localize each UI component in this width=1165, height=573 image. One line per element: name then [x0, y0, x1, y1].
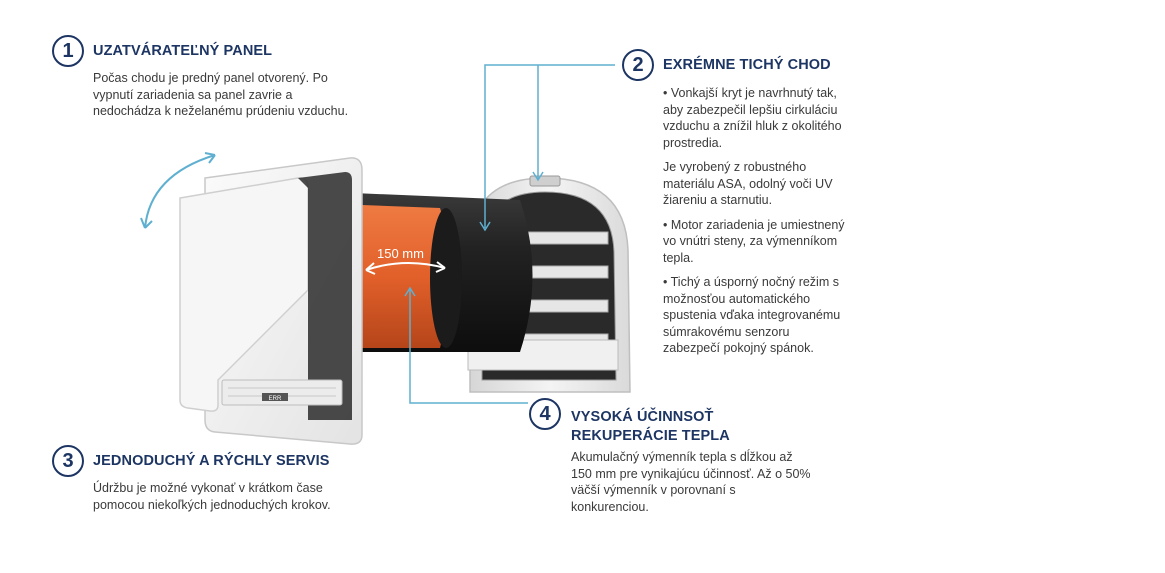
feature-text-4 — [571, 449, 811, 515]
feature-paragraph: • Motor zariadenia je umiestnený vo vnútri steny, za výmenníkom tepla. — [663, 217, 845, 265]
dimension-label: 150 mm — [377, 246, 424, 261]
feature-paragraph: • Vonkajší kryt je navrhnutý tak, aby zabezpečil lepšiu cirkuláciu vzduchu a znížil hluk z okolitého prostredia. — [663, 86, 842, 150]
svg-text:ERR: ERR — [268, 396, 282, 402]
feature-title-3: JEDNODUCHÝ A RÝCHLY SERVIS — [93, 453, 330, 469]
feature-title-2: EXRÉMNE TICHÝ CHOD — [663, 57, 831, 73]
feature-text-3 — [93, 480, 368, 513]
feature-number-2: 2 — [622, 49, 654, 81]
heat-exchanger — [362, 205, 462, 348]
front-panel — [180, 158, 362, 444]
feature-number-4: 4 — [529, 398, 561, 430]
feature-text-2 — [663, 85, 848, 357]
feature-paragraph: • Tichý a úsporný nočný režim s možnosťou automatického spustenia vďaka integrovanému súmrakovému senzoru zabezpečí pokojný spánok. — [663, 275, 841, 355]
feature-title-4-line-1: VYSOKÁ ÚČINNSOŤ — [571, 409, 714, 425]
feature-paragraph: Je vyrobený z robustného materiálu ASA, odolný voči UV žiareniu a starnutiu. — [663, 160, 833, 207]
feature-text-1 — [93, 70, 358, 120]
feature-title-4-line-2: REKUPERÁCIE TEPLA — [571, 428, 730, 444]
feature-number-1: 1 — [52, 35, 84, 67]
feature-paragraph: Údržbu je možné vykonať v krátkom čase pomocou niekoľkých jednoduchých krokov. — [93, 481, 331, 512]
feature-number-3: 3 — [52, 445, 84, 477]
feature-title-1: UZATVÁRATEĽNÝ PANEL — [93, 43, 273, 59]
feature-paragraph: Akumulačný výmenník tepla s dĺžkou až 150 mm pre vynikajúcu účinnosť. Až o 50% väčší výmenník v porovnaní s konkurenciou. — [571, 450, 811, 514]
feature-paragraph: Počas chodu je predný panel otvorený. Po vypnutí zariadenia sa panel zavrie a nedochádza k neželanému prúdeniu vzduchu. — [93, 71, 349, 118]
